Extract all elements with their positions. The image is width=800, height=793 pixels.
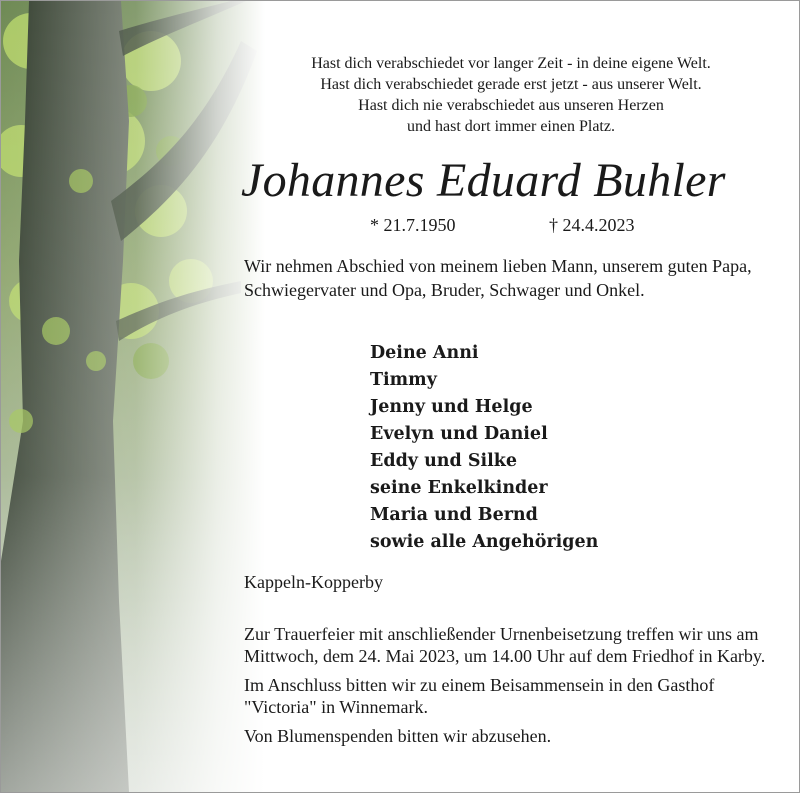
poem-line: Hast dich verabschiedet gerade erst jetzt - aus unserer Welt. <box>320 76 702 93</box>
mourners-list <box>370 340 770 556</box>
death-date: † 24.4.2023 <box>549 215 635 235</box>
poem-line: und hast dort immer einen Platz. <box>407 118 615 135</box>
deceased-name: Johannes Eduard Buhler <box>241 154 726 207</box>
mourner-name: Eddy und Silke <box>370 451 518 471</box>
mourner-name: Jenny und Helge <box>370 397 533 417</box>
poem-line: Hast dich nie verabschiedet aus unseren Herzen <box>358 97 664 114</box>
poem-line: Hast dich verabschiedet vor langer Zeit - in deine eigene Welt. <box>311 55 711 72</box>
mourner-name: seine Enkelkinder <box>370 478 548 498</box>
birth-date: * 21.7.1950 <box>370 215 456 235</box>
mourner-name: Timmy <box>370 370 437 390</box>
mourner-name: Evelyn und Daniel <box>370 424 548 444</box>
mourner-name: Deine Anni <box>370 343 479 363</box>
reception-text: Im Anschluss bitten wir zu einem Beisammensein in den Gasthof "Victoria" in Winnemark. <box>244 675 715 717</box>
mourner-name: Maria und Bernd <box>370 505 538 525</box>
mourner-name: sowie alle Angehörigen <box>370 532 599 552</box>
place-name: Kappeln-Kopperby <box>244 572 383 592</box>
farewell-text: Wir nehmen Abschied von meinem lieben Mann, unserem guten Papa, Schwiegervater und Opa, Bruder, Schwager und Onkel. <box>244 256 752 300</box>
flowers-text: Von Blumenspenden bitten wir abzusehen. <box>244 726 552 746</box>
funeral-details <box>244 623 784 754</box>
memorial-poem <box>241 53 781 137</box>
ceremony-text: Zur Trauerfeier mit anschließender Urnenbeisetzung treffen wir uns am Mittwoch, dem 24. Mai 2023, um 14.00 Uhr auf dem Friedhof in Karby. <box>244 624 766 666</box>
obituary-content <box>1 1 799 792</box>
